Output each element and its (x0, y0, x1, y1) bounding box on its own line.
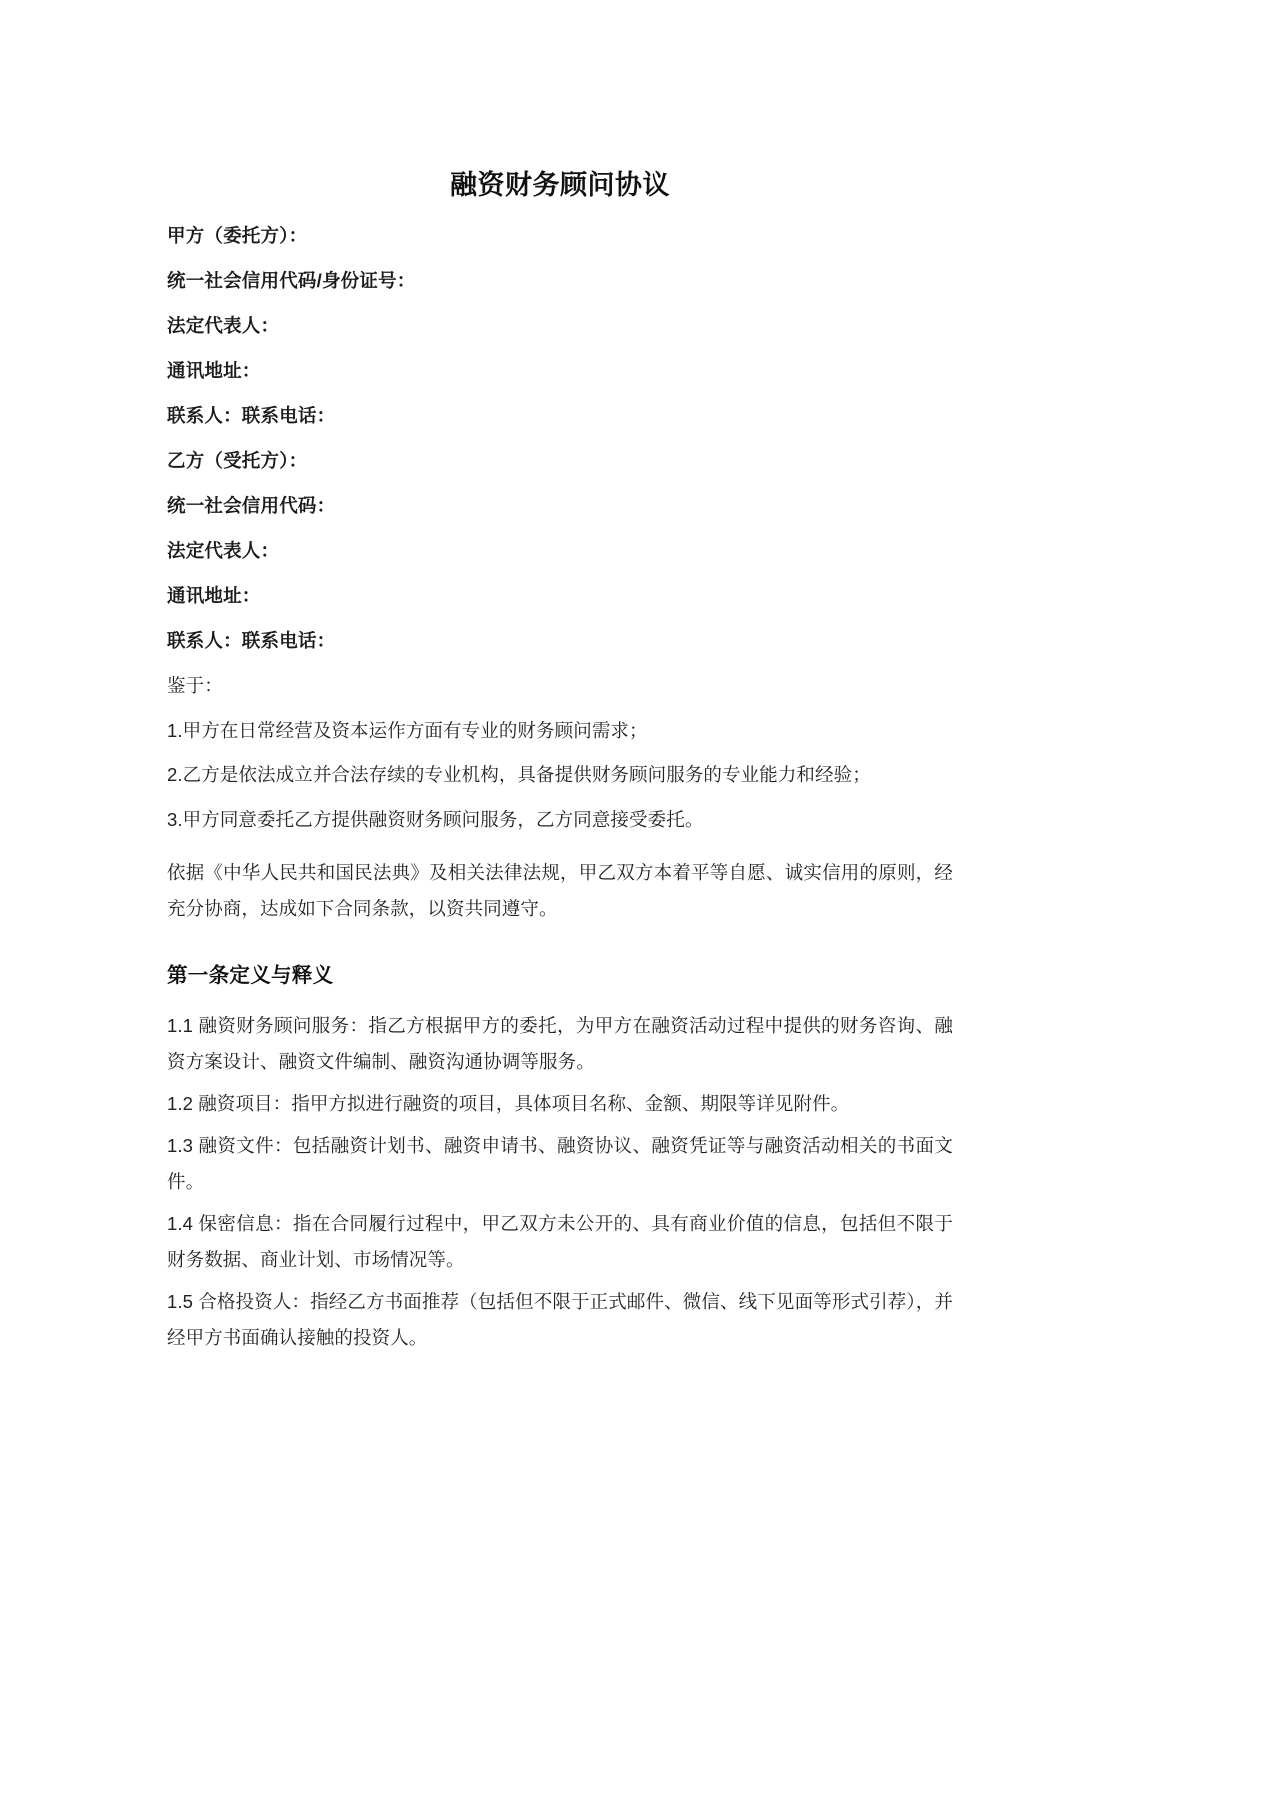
party-b-contact-label: 联系人：联系电话： (167, 630, 336, 652)
recital-item-3: 3.甲方同意委托乙方提供融资财务顾问服务，乙方同意接受委托。 (167, 808, 704, 830)
party-b-address-label: 通讯地址： (167, 585, 261, 607)
recital-item-1: 1.甲方在日常经营及资本运作方面有专业的财务顾问需求； (167, 719, 648, 741)
recitals-block (167, 677, 953, 927)
section-heading-1: 第一条定义与释义 (167, 964, 334, 988)
party-b-legal-rep-label: 法定代表人： (167, 540, 280, 562)
section-definitions (167, 963, 953, 1356)
party-a-address-label: 通讯地址： (167, 360, 261, 382)
party-a-credit-code-label: 统一社会信用代码/身份证号： (167, 270, 416, 292)
page-content (167, 0, 953, 1362)
recital-item-2: 2.乙方是依法成立并合法存续的专业机构，具备提供财务顾问服务的专业能力和经验； (167, 764, 871, 786)
party-a-block (167, 227, 953, 426)
clause-1-5: 1.5 合格投资人：指经乙方书面推荐（包括但不限于正式邮件、微信、线下见面等形式引荐），并经甲方书面确认接触的投资人。 (167, 1291, 953, 1349)
page-title: 融资财务顾问协议 (450, 170, 670, 200)
party-b-credit-code-label: 统一社会信用代码： (167, 495, 336, 517)
party-a-legal-rep-label: 法定代表人： (167, 315, 280, 337)
recitals-lead-in: 鉴于： (167, 675, 223, 697)
clause-1-1: 1.1 融资财务顾问服务：指乙方根据甲方的委托，为甲方在融资活动过程中提供的财务咨询、融资方案设计、融资文件编制、融资沟通协调等服务。 (167, 1014, 953, 1072)
party-b-block (167, 452, 953, 651)
party-a-name-label: 甲方（委托方）： (167, 225, 308, 247)
party-a-contact-label: 联系人：联系电话： (167, 405, 336, 427)
recitals-closing: 依据《中华人民共和国民法典》及相关法律法规，甲乙双方本着平等自愿、诚实信用的原则，经充分协商，达成如下合同条款，以资共同遵守。 (167, 862, 953, 920)
clause-1-3: 1.3 融资文件：包括融资计划书、融资申请书、融资协议、融资凭证等与融资活动相关的书面文件。 (167, 1135, 953, 1193)
clause-1-2: 1.2 融资项目：指甲方拟进行融资的项目，具体项目名称、金额、期限等详见附件。 (167, 1092, 850, 1114)
clause-1-4: 1.4 保密信息：指在合同履行过程中，甲乙双方未公开的、具有商业价值的信息，包括但不限于财务数据、商业计划、市场情况等。 (167, 1213, 953, 1271)
party-b-name-label: 乙方（受托方）： (167, 450, 308, 472)
